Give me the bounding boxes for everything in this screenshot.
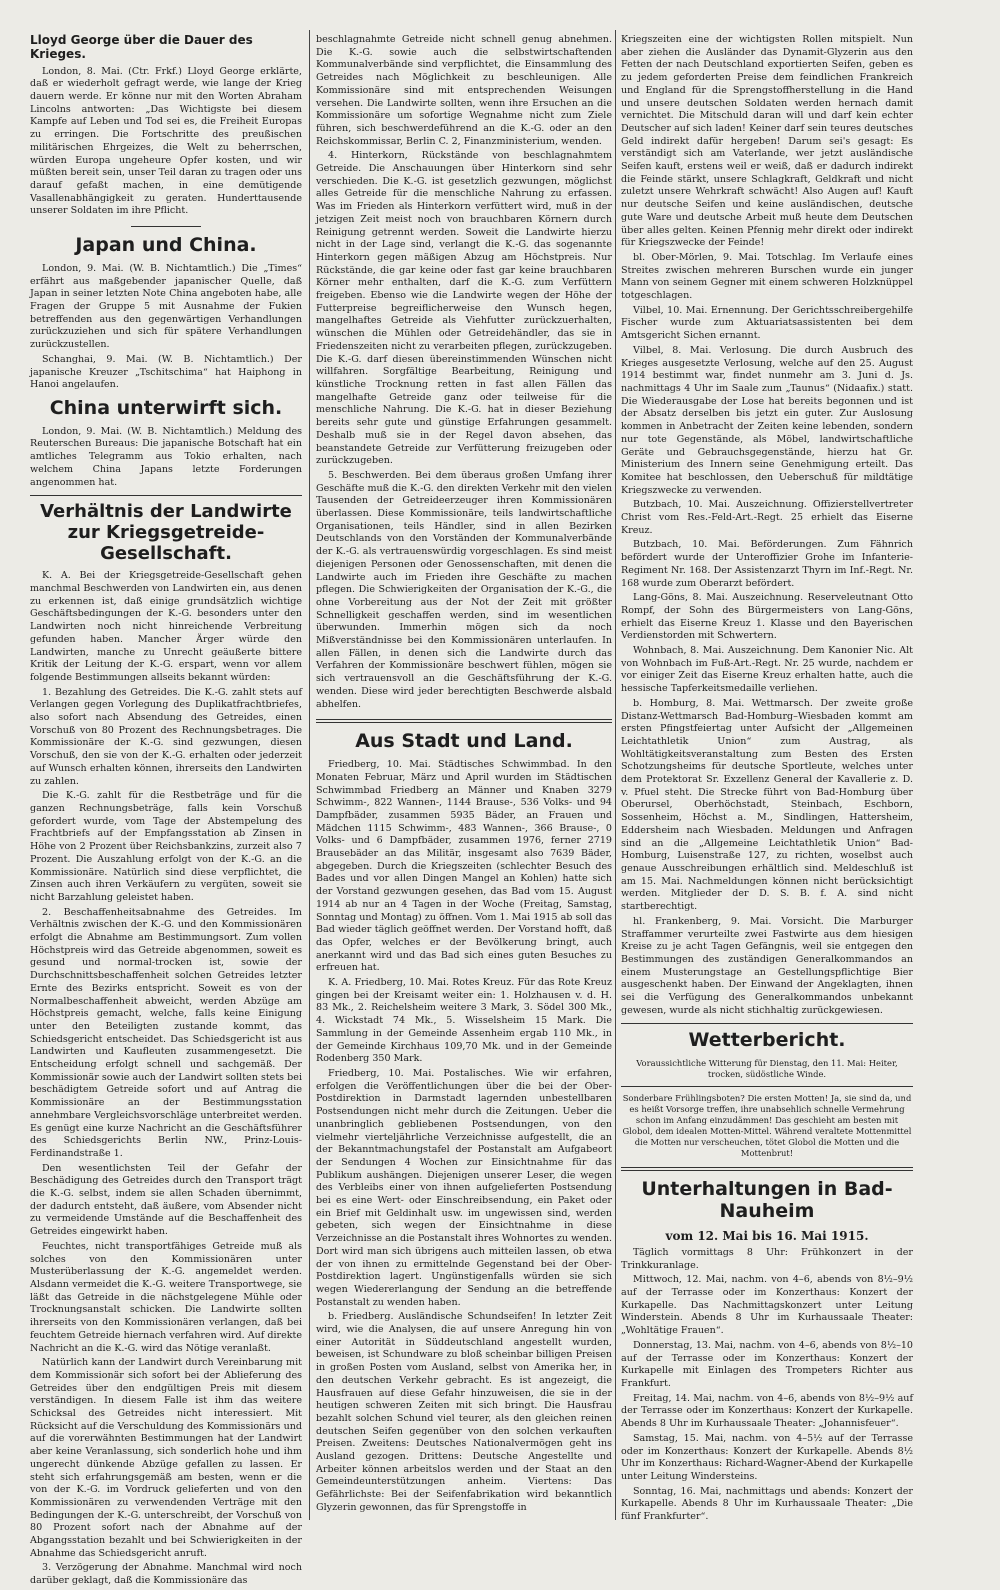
event-item: Mittwoch, 12. Mai, nachm. von 4–6, abends von 8½–9½ auf der Terrasse oder im Konzerthaus: Konzert der Kurkapelle. Das Nachmittagskonzert unter Leitung Winderstein. Abends 8 Uhr im Kurhaussaale Theater: „Wohltätige Frauen“. <box>621 1274 913 1337</box>
article-text: b. Friedberg. Ausländische Schundseifen! In letzter Zeit wird, wie die Analysen, die auf unsere Anregung hin von einer Autorität in Süddeutschland angestellt wurden, beweisen, ist Schundware zu bloß scheinbar billigen Preisen in großen Posten vom Ausland, selbst von Amerika her, in den deutschen Verkehr gebracht. Es ist angezeigt, die Hausfrauen auf diese Gefahr hinzuweisen, die sie in der heutigen schweren Zeiten mit sich bringt. Die Hausfrau bezahlt solchen Schund viel teurer, als den gleichen reinen deutschen Seifen gegenüber von den solchen verkauften Preisen. Zweitens: Deutsches Nationalvermögen geht ins Ausland gezogen. Drittens: Deutsche Angestellte und Arbeiter können arbeitslos werden und der Staat an den Gemeindeunterstützungen anheim. Viertens: Das Gefährlichste: Bei der Seifenfabrikation wird bekanntlich Glyzerin gewonnen, das für Sprengstoffe in <box>316 1311 612 1513</box>
article-text: Lang-Göns, 8. Mai. Auszeichnung. Reserveleutnant Otto Rompf, der Sohn des Bürgermeisters von Lang-Göns, erhielt das Eiserne Kreuz 1. Klasse und den Bayerischen Verdienstorden mit Schwertern. <box>621 592 913 642</box>
article-text: bl. Ober-Mörlen, 9. Mai. Totschlag. Im Verlaufe eines Streites zwischen mehreren Burschen wurde ein junger Mann von seinem Gegner mit einem schweren Holzknüppel totgeschlagen. <box>621 251 913 302</box>
entertainment-title: Unterhaltungen in Bad-Nauheim <box>641 1178 893 1223</box>
article-text: K. A. Friedberg, 10. Mai. Rotes Kreuz. Für das Rote Kreuz gingen bei der Kreisamt weiter ein: 1. Holzhausen v. d. H. 83 Mk., 2. Reichelsheim weitere 3 Mark, 3. Södel 300 Mk., 4. Wickstadt 74 Mk., 5. Wisselsheim 15 Mark. Die Sammlung in der Gemeinde Assenheim ergab 110 Mk., in der Gemeinde Kirchhaus 109,70 Mk. und in der Gemeinde Rodenberg 350 Mark. <box>316 977 612 1065</box>
event-item: Donnerstag, 13. Mai, nachm. von 4–6, abends von 8½–10 auf der Terrasse oder im Konzerthaus: Konzert der Kurkapelle mit Einlagen des Trompeters Richter aus Frankfurt. <box>621 1339 913 1389</box>
article-title: Japan und China. <box>75 234 257 257</box>
article-title: Lloyd George über die Dauer des Krieges. <box>30 33 253 61</box>
article-text: 2. Beschaffenheitsabnahme des Getreides. Im Verhältnis zwischen der K.-G. und den Kommissionären erfolgt die Abnahme am Bestimmungsort. Zum vollen Höchstpreis wird das Getreide abgenommen, soweit es gesund und normal-trocken ist, sowie der Durchschnittsbeschaffenheit solchen Getreides letzter Ernte des Bezirks entspricht. Soweit es von der Normalbeschaffenheit abweicht, werden Abzüge am Höchstpreis gemacht, welche, falls keine Einigung unter den Beteiligten zustande kommt, das Schiedsgericht entscheidet. Das Schiedsgericht ist aus Landwirten und Kaufleuten zusammengesetzt. Die Entscheidung erfolgt schnell und sachgemäß. Der Kommissionär sowie auch der Landwirt sollten stets bei beschädigtem Getreide sofort und auf Antrag die Kommissionäre an der Bestimmungsstation annehmbare Vergleichsvorschläge unterbreitet werden. Es genügt eine kurze Nachricht an die Geschäftsführer des Schiedsgerichts Berlin NW., Prinz-Louis-Ferdinandstraße 1. <box>30 906 302 1159</box>
article-text: 5. Beschwerden. Bei dem überaus großen Umfang ihrer Geschäfte muß die K.-G. den direkten Verkehr mit den vielen Tausenden der Getreideerzeuger ihren Kommissionären überlassen. Diese Kommissionäre, teils landwirtschaftliche Organisationen, teils Händler, sind in allen Bezirken Deutschlands von den Vorständen der Kommunalverbände der K.-G. als vertrauenswürdig vorgeschlagen. Es sind meist diejenigen Personen oder Genossenschaften, mit denen die Landwirte auch im Frieden ihre Geschäfte zu machen pflegen. Die Schwierigkeiten der Organisation der K.-G., die ohne Vorbereitung aus der Not der Zeit mit größter Schnelligkeit geschaffen werden, sind im wesentlichen überwunden. Immerhin mögen sich da noch Mißverständnisse bei den Kommissionären unterlaufen. In allen Fällen, in denen sich die Landwirte durch das Verfahren der Kommissionäre beschwert fühlen, mögen sie sich vertrauensvoll an die Geschäftsführung der K.-G. wenden. Diese wird jeder berechtigten Beschwerde alsbald abhelfen. <box>316 469 612 710</box>
article-text: Vilbel, 10. Mai. Ernennung. Der Gerichtsschreibergehilfe Fischer wurde zum Aktuariatsassistenten bei dem Amtsgericht Sichen ernannt. <box>621 304 913 342</box>
separator <box>316 719 612 723</box>
separator <box>30 495 302 496</box>
weather-title: Wetterbericht. <box>688 1029 846 1052</box>
article-text: 4. Hinterkorn, Rückstände von beschlagnahmtem Getreide. Die Anschauungen über Hinterkorn sind sehr verschieden. Die K.-G. ist gesetzlich gezwungen, möglichst alles Getreide für die menschliche Nahrung zu erfassen. Was im Frieden als Hinterkorn verfüttert wird, muß in der jetzigen Zeit meist noch von brauchbaren Körnern durch Reinigung getrennt werden. Soweit die Landwirte hierzu nicht in der Lage sind, verlangt die K.-G. das sogenannte Hinterkorn gegen mäßigen Abzug am Höchstpreis. Nur Rückstände, die gar keine oder fast gar keine brauchbaren Körner mehr enthalten, darf die K.-G. zum Verfüttern freigeben. Ebenso wie die Landwirte wegen der Höhe der Futterpreise begreiflicherweise den Wunsch hegen, mangelhaftes Getreide als Viehfutter zurückzuerhalten, wünschen die Mühlen oder Getreidehändler, das sie in Friedenszeiten nicht zu verarbeiten pflegen, zurückzugeben. Die K.-G. darf diesen übereinstimmenden Wünschen nicht willfahren. Sorgfältige Bearbeitung, Reinigung und künstliche Trocknung retten in fast allen Fällen das mangelhafte Getreide ganz oder teilweise für die menschliche Nahrung. Die K.-G. hat in dieser Beziehung bereits sehr gute und günstige Erfahrungen gesammelt. Deshalb muß sie in der Regel davon absehen, das beanstandete Getreide zur Verfütterung freizugeben oder zurückzugeben. <box>316 150 612 467</box>
separator <box>621 1023 913 1024</box>
article-text: Den wesentlichsten Teil der Gefahr der Beschädigung des Getreides durch den Transport trägt die K.-G. selbst, indem sie allen Schaden übernimmt, der dadurch entsteht, daß äußere, vom Absender nicht zu vermeidende Umstände auf die Beschaffenheit des Getreides eingewirkt haben. <box>30 1162 302 1238</box>
article-text: Die K.-G. zahlt für die Restbeträge und für die ganzen Rechnungsbeträge, falls kein Vorschuß gefordert wurde, vom Tage der Abstempelung des Frachtbriefs auf der Empfangsstation ab Zinsen in Höhe von 2 Prozent über Reichsbankzins, zurzeit also 7 Prozent. Die Auszahlung erfolgt von der K.-G. an die Kommissionäre. Natürlich sind diese verpflichtet, die Zinsen auch ihren Verkäufern zu vergüten, soweit sie nicht Barzahlung geleistet haben. <box>30 790 302 903</box>
column-right <box>621 34 913 1526</box>
article-text: Vilbel, 8. Mai. Verlosung. Die durch Ausbruch des Krieges ausgesetzte Verlosung, welche auf den 25. August 1914 bestimmt war, findet nunmehr am 3. Juni d. Js. nachmittags 4 Uhr im Saale zum „Taunus“ (Nidaafix.) statt. Die Wiederausgabe der Lose hat bereits begonnen und ist der Absatz derselben bis jetzt ein guter. Zur Auslosung kommen in Anbetracht der Zeiten keine lebenden, sondern nur tote Gegenstände, als Möbel, landwirtschaftliche Geräte und Gebrauchsgegenstände, hierzu hat Gr. Ministerium des Innern seine Genehmigung erteilt. Das Komitee hat beschlossen, den Ueberschuß für mildtätige Kriegszwecke zu verwenden. <box>621 344 913 496</box>
article-title: Verhältnis der Landwirte zur Kriegsgetreide-Gesellschaft. <box>40 501 292 564</box>
separator <box>621 1167 913 1171</box>
article-text: Butzbach, 10. Mai. Auszeichnung. Offizierstellvertreter Christ vom Res.-Feld-Art.-Regt. 25 erhielt das Eiserne Kreuz. <box>621 499 913 536</box>
article-text: K. A. Bei der Kriegsgetreide-Gesellschaft gehen manchmal Beschwerden von Landwirten ein, aus denen zu erkennen ist, daß einige grundsätzlich wichtige Geschäftsbedingungen der K.-G. besonders unter den Landwirten noch nicht hinreichende Verbreitung gefunden haben. Mancher Ärger würde den Landwirten, manche zu Unrecht geäußerte bittere Kritik der Leitung der K.-G. erspart, wenn vor allem folgende Bestimmungen allseits bekannt würden: <box>30 570 302 683</box>
article-text: b. Homburg, 8. Mai. Wettmarsch. Der zweite große Distanz-Wettmarsch Bad-Homburg–Wiesbaden kommt am ersten Pfingstfeiertag unter Aufsicht der „Allgemeinen Leichtathletik Union“ zum Austrag, als Wohltätigkeitsveranstaltung zum Besten des Ersten Schotzungsheims für deutsche Sportleute, welches unter dem Protektorat Sr. Exzellenz General der Kavallerie z. D. v. Pfuel steht. Die Strecke führt von Bad-Homburg über Oberursel, Oberhöchstadt, Steinbach, Eschborn, Sossenheim, Höchst a. M., Sindlingen, Hattersheim, Eddersheim nach Wiesbaden. Meldungen und Anfragen sind an die „Allgemeine Leichtathletik Union“ Bad-Homburg, Luisenstraße 127, zu richten, woselbst auch genaue Ausschreibungen erhältlich sind. Meldeschluß ist am 15. Mai. Nachmeldungen können nicht berücksichtigt werden. Mitglieder der D. S. B. f. A. sind nicht startberechtigt. <box>621 697 913 913</box>
article-text: Schanghai, 9. Mai. (W. B. Nichtamtlich.) Der japanische Kreuzer „Tschitschima“ hat Haiphong in Hanoi angelaufen. <box>30 353 302 391</box>
article-text: 3. Verzögerung der Abnahme. Manchmal wird noch darüber geklagt, daß die Kommissionäre das <box>30 1562 302 1587</box>
article-text: London, 8. Mai. (Ctr. Frkf.) Lloyd George erklärte, daß er wiederholt gefragt werde, wie lange der Krieg dauern werde. Er könne nur mit den Worten Abraham Lincolns antworten: „Das Wichtigste bei diesem Kampfe auf Leben und Tod sei es, die Freiheit Europas zu erringen. Die Fortschritte des preußischen militärischen Ehrgeizes, die Welt zu beherrschen, würden Europa ungeheure Opfer kosten, und wir müßten bereit sein, unser Teil daran zu tragen oder uns darauf gefaßt machen, in eine demütigende Vasallenabhängigkeit zu geraten. Hunderttausende unserer Soldaten im ihre Pflicht. <box>30 65 302 217</box>
event-item: Sonntag, 16. Mai, nachmittags und abends: Konzert der Kurkapelle. Abends 8 Uhr im Kurhaussaale Theater: „Die fünf Frankfurter“. <box>621 1485 913 1523</box>
column-middle <box>316 34 612 1517</box>
event-item: Samstag, 15. Mai, nachm. von 4–5½ auf der Terrasse oder im Konzerthaus: Konzert der Kurkapelle. Abends 8½ Uhr im Konzerthaus: Richard-Wagner-Abend der Kurkapelle unter Leitung Windersteins. <box>621 1432 913 1482</box>
article-text: 1. Bezahlung des Getreides. Die K.-G. zahlt stets auf Verlangen gegen Vorlegung des Duplikatfrachtbriefes, also sofort nach Absendung des Getreides, einen Vorschuß von 80 Prozent des Rechnungsbetrages. Die Kommissionäre der K.-G. sind gezwungen, diesen Vorschuß, den sie von der K.-G. erhalten oder jederzeit auf Wunsch erhalten können, ihrerseits den Landwirten zu zahlen. <box>30 686 302 787</box>
separator <box>131 226 201 227</box>
article-text: Friedberg, 10. Mai. Städtisches Schwimmbad. In den Monaten Februar, März und April wurden im Städtischen Schwimmbad Friedberg an Männer und Knaben 3279 Schwimm-, 822 Wannen-, 1144 Brause-, 536 Volks- und 94 Dampfbäder, zusammen 5935 Bäder, an Frauen und Mädchen 1115 Schwimm-, 483 Wannen-, 366 Brause-, 0 Volks- und 6 Dampfbäder, zusammen 1976, ferner 2719 Brausebäder an das Militär, insgesamt also 7639 Bäder, abgegeben. Durch die Kriegszeiten (schlechter Besuch des Bades und vor allen Dingen Mangel an Kohlen) hatte sich der Vorstand gezwungen gesehen, das Bad vom 15. August 1914 ab nur an 4 Tagen in der Woche (Freitag, Samstag, Sonntag und Montag) zu öffnen. Vom 1. Mai 1915 ab soll das Bad wieder täglich geöffnet werden. Der Vorstand hofft, daß das Opfer, welches er der Bevölkerung bringt, auch anerkannt wird und das Bad sich eines guten Besuches zu erfreuen hat. <box>316 759 612 974</box>
article-text: Natürlich kann der Landwirt durch Vereinbarung mit dem Kommissionär sich sofort bei der Ablieferung des Getreides über den endgültigen Preis mit diesem verständigen. In diesem Falle ist ihm das weitere Schicksal des Getreides nicht interessiert. Mit Rücksicht auf die Verschuldung des Kommissionärs und auf die vorerwähnten Bestimmungen hat der Landwirt aber keine Veranlassung, sich sonderlich hohe und ihm ungerecht dünkende Abzüge gefallen zu lassen. Er steht sich erfahrungsgemäß am besten, wenn er die von der K.-G. im Vordruck gelieferten und von den Kommissionären zu verwendenden Verträge mit den Bedingungen der K.-G. unterschreibt, der Vorschuß von 80 Prozent sofort nach der Abnahme auf der Abgangsstation bezahlt und bei Schwierigkeiten in der Abnahme das Schiedsgericht anruft. <box>30 1357 302 1559</box>
article-text: Wohnbach, 8. Mai. Auszeichnung. Dem Kanonier Nic. Alt von Wohnbach im Fuß-Art.-Regt. Nr. 25 wurde, nachdem er vor einiger Zeit das Eiserne Kreuz erhalten hatte, auch die hessische Tapferkeitsmedaille verliehen. <box>621 645 913 695</box>
article-text: London, 9. Mai. (W. B. Nichtamtlich.) Die „Times“ erfährt aus maßgebender japanischer Quelle, daß Japan in seiner letzten Note China angeboten habe, alle Fragen der Gruppe 5 mit Ausnahme der Fukien betreffenden aus den gegenwärtigen Verhandlungen zurückzuziehen und sich für spätere Verhandlungen zurückzustellen. <box>30 262 302 351</box>
article-text: beschlagnahmte Getreide nicht schnell genug abnehmen. Die K.-G. sowie auch die selbstwirtschaftenden Kommunalverbände sind verpflichtet, die Einsammlung des Getreides nach Möglichkeit zu beschleunigen. Alle Kommissionäre sind mit entsprechenden Weisungen versehen. Die Landwirte sollten, wenn ihre Ersuchen an die Kommissionäre um sofortige Wegnahme nicht zum Ziele führen, sich beschwerdeführend an die K.-G. oder an den Reichskommissar, Berlin C. 2, Finanzministerium, wenden. <box>316 34 612 147</box>
weather-text: Voraussichtliche Witterung für Dienstag, den 11. Mai: Heiter, trocken, südöstliche Winde. <box>636 1058 898 1080</box>
section-title: Aus Stadt und Land. <box>355 730 573 753</box>
column-left <box>30 34 302 1590</box>
column-rule <box>615 30 616 1520</box>
article-text: Kriegszeiten eine der wichtigsten Rollen mitspielt. Nun aber ziehen die Ausländer das Dynamit-Glyzerin aus den Fetten der nach Deutschland exportierten Seifen, geben es zu jedem geforderten Preise dem feindlichen Frankreich und England für die Sprengstoffherstellung in die Hand und unsere deutschen Soldaten werden hernach damit vernichtet. Die Mitschuld daran will und darf kein echter Deutscher auf sich laden! Keiner darf sein teures deutsches Geld indirekt dafür hergeben! Darum sei's gesagt: Es verständigt sich am Vaterlande, wer jetzt ausländische Seifen kauft, erstens weil er weiß, daß er dadurch indirekt die Feinde stärkt, unsere Schlagkraft, Geldkraft und nicht zuletzt unsere Wehrkraft schwächt! Also Augen auf! Kauft nur deutsche Seifen und keine ausländischen, deutsche gute Ware und deutsche Arbeit muß heute dem Deutschen über alles gelten. Keinen Pfennig mehr direkt oder indirekt für Kriegszwecke der Feinde! <box>621 34 913 249</box>
article-text: hl. Frankenberg, 9. Mai. Vorsicht. Die Marburger Straffammer verurteilte zwei Fastwirte aus dem hiesigen Kreise zu je acht Tagen Gefängnis, weil sie entgegen den Bestimmungen des zuständigen Generalkommandos an einem Musterungstage an Gestellungspflichtige Bier ausgeschenkt haben. Der Einwand der Angeklagten, ihnen sei die Verfügung des Generalkommandos unbekannt gewesen, wurde als nicht stichhaltig zurückgewiesen. <box>621 915 913 1016</box>
article-title: China unterwirft sich. <box>49 396 283 419</box>
article-text: Butzbach, 10. Mai. Beförderungen. Zum Fähnrich befördert wurde der Unteroffizier Grohe im Infanterie-Regiment Nr. 168. Der Assistenzarzt Thyrn im Inf.-Regt. Nr. 168 wurde zum Oberarzt befördert. <box>621 539 913 589</box>
separator <box>621 1086 913 1087</box>
entertainment-subtitle: vom 12. Mai bis 16. Mai 1915. <box>665 1228 869 1243</box>
entertainment-intro: Täglich vormittags 8 Uhr: Frühkonzert in der Trinkkuranlage. <box>621 1246 913 1271</box>
article-text: London, 9. Mai. (W. B. Nichtamtlich.) Meldung des Reuterschen Bureaus: Die japanische Botschaft hat ein amtliches Telegramm aus Tokio erhalten, nach welchem China Japans letzte Forderungen angenommen hat. <box>30 425 302 488</box>
event-item: Freitag, 14. Mai, nachm. von 4–6, abends von 8½–9½ auf der Terrasse oder im Konzerthaus: Konzert der Kurkapelle. Abends 8 Uhr im Kurhaussaale Theater: „Johannisfeuer“. <box>621 1392 913 1430</box>
column-rule <box>309 30 310 1520</box>
article-text: Feuchtes, nicht transportfähiges Getreide muß als solches von den Kommissionären unter Musterüberlassung der K.-G. angemeldet werden. Alsdann vermeidet die K.-G. weitere Transportwege, sie läßt das Getreide in die nächstgelegene Mühle oder Trocknungsanstalt schicken. Die Landwirte sollten ihrerseits von den Kommissionären verlangen, daß bei feuchtem Getreide hiernach verfahren wird. Auf direkte Nachricht an die K.-G. wird das Nötige veranlaßt. <box>30 1240 302 1354</box>
article-text: Friedberg, 10. Mai. Postalisches. Wie wir erfahren, erfolgen die Veröffentlichungen über die bei der Ober-Postdirektion in Darmstadt lagernden unbestellbaren Postsendungen nicht mehr durch die Zeitungen. Ueber die unanbringlich gebliebenen Postsendungen, von den vielmehr vierteljährliche Verzeichnisse aufgestellt, die an der Bekanntmachungstafel der Postanstalt am Aufgabeort der Sendungen 4 Wochen zur Einsichtnahme für das Publikum aushängen. Diejenigen unserer Leser, die wegen des Verbleibs einer von ihnen aufgelieferten Postsendung bei es eine Wert- oder Einschreibsendung, ein Paket oder ein Brief mit Geldinhalt usw. im ungewissen sind, werden gebeten, sich wegen der Einsichtnahme in diese Verzeichnisse an die Postanstalt ihres Wohnortes zu wenden. Dort wird man sich übrigens auch mitteilen lassen, ob etwa der von ihnen zu ermittelnde Gegenstand bei der Ober-Postdirektion lagert. Ungünstigenfalls würden sie sich wegen Wiedererlangung der Sendung an die betreffende Postanstalt zu wenden haben. <box>316 1067 612 1308</box>
advertisement-text: Sonderbare Frühlingsboten? Die ersten Motten! Ja, sie sind da, und es heißt Vorsorge treffen, ihre unabsehlich schnelle Vermehrung schon im Anfang einzudämmen! Das geschieht am besten mit Globol, dem idealen Motten-Mittel. Während veraltete Mottenmittel die Motten nur verscheuchen, tötet Globol die Motten und die Mottenbrut! <box>622 1093 912 1159</box>
